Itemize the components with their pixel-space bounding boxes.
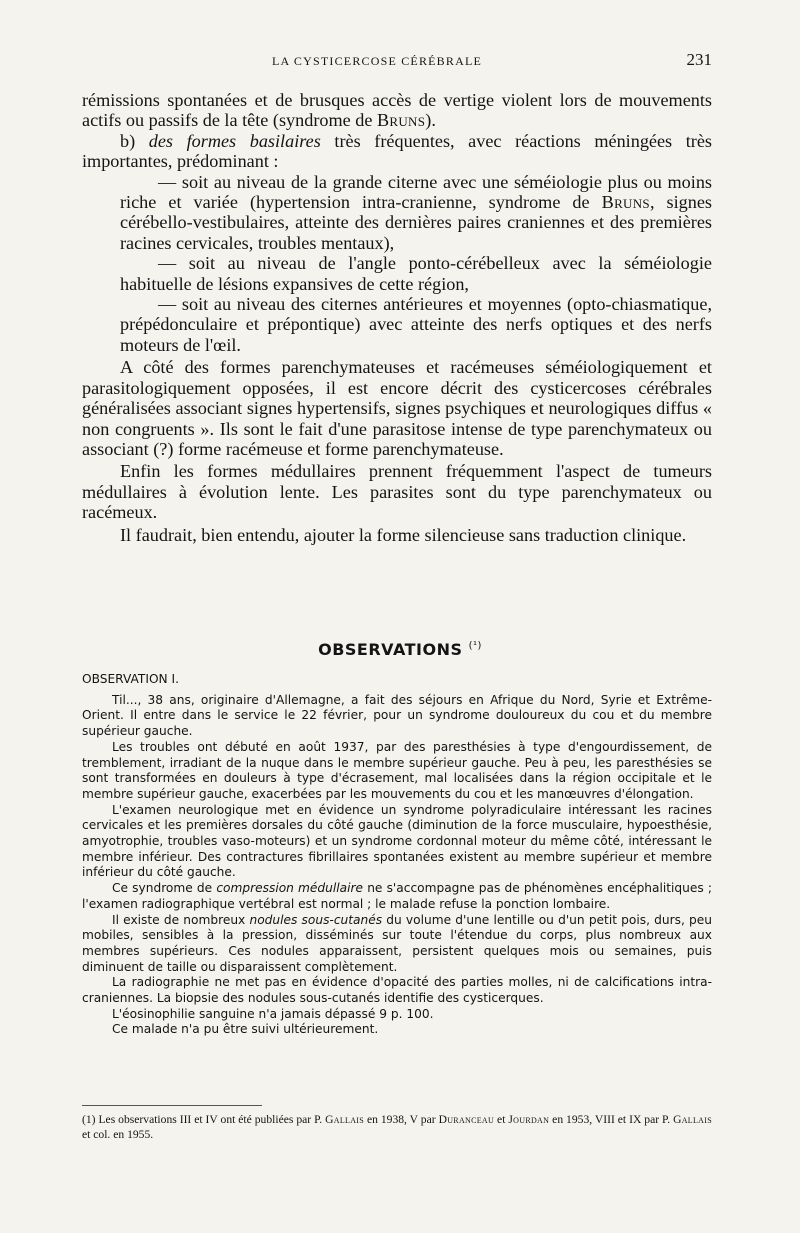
italic-term: nodules sous-cutanés <box>249 912 383 927</box>
italic-term: des formes basilaires <box>148 130 321 151</box>
list-item-angle-ponto-cerebelleux: — soit au niveau de l'angle ponto-cérébelleux avec la séméiologie habituelle de lésions expansives de cette région, <box>120 253 712 294</box>
list-item-citernes-anterieures: — soit au niveau des citernes antérieures et moyennes (opto-chiasmatique, prépédonculaire et prépontique) avec atteinte des nerfs optiques et des nerfs moteurs de l'œil. <box>120 294 712 355</box>
author-name: Bruns <box>601 192 650 213</box>
paragraph-remissions: rémissions spontanées et de brusques accès de vertige violent lors de mouvements actifs ou passifs de la tête (syndrome de Bruns). <box>82 90 712 131</box>
observation-paragraph: L'examen neurologique met en évidence un syndrome polyradiculaire intéressant les racines cervicales et les premières dorsales du côté gauche (diminution de la force musculaire, hypoesthésie, amyotrophie, troubles vaso-moteurs) et un syndrome cordonnal moteur du même côté, intéressant le membre inférieur. Des contractures fibrillaires spontanées existent au membre supérieur et membre inférieur du côté gauche. <box>82 802 712 880</box>
page-number: 231 <box>686 50 712 69</box>
italic-term: compression médullaire <box>216 881 364 896</box>
list-item-grande-citerne: — soit au niveau de la grande citerne avec une séméiologie plus ou moins riche et variée (hypertension intra-cranienne, syndrome de Bruns, signes cérébello-vestibulaires, atteinte des dernières paires craniennes et des premières racines cervicales, troubles mentaux), <box>120 171 712 253</box>
author-name: Bruns <box>376 110 426 131</box>
footnote: (1) Les observations III et IV ont été publiées par P. Gallais en 1938, V par Duranceau et Jourdan en 1953, VIII et IX par P. Gallais et col. en 1955. <box>82 1113 712 1141</box>
page-header <box>82 50 712 72</box>
main-text <box>82 90 712 545</box>
observation-paragraph: Il existe de nombreux nodules sous-cutanés du volume d'une lentille ou d'un petit pois, durs, peu mobiles, sensibles à la pression, disséminés sur toute l'étendue du corps, plus nombreux aux membres supérieurs. Ces nodules apparaissent, persistent quelques mois ou semaines, puis diminuent de taille ou disparaissent complètement. <box>82 912 713 974</box>
paragraph-medullary-forms: Enfin les formes médullaires prennent fréquemment l'aspect de tumeurs médullaires à évolution lente. Les parasites sont du type parenchymateux ou racémeux. <box>82 461 712 523</box>
observation-section <box>82 672 712 1038</box>
observation-paragraph: Til..., 38 ans, originaire d'Allemagne, a fait des séjours en Afrique du Nord, Syrie et Extrême-Orient. Il entre dans le service le 22 février, pour un syndrome douloureux du cou et du membre supérieur gauche. <box>82 692 712 739</box>
observation-heading: OBSERVATION I. <box>82 672 180 686</box>
footnote-ref: (¹) <box>468 640 482 652</box>
running-title: LA CYSTICERCOSE CÉRÉBRALE <box>272 54 483 68</box>
paragraph-basilar-forms: b) des formes basilaires très fréquentes, avec réactions méningées très importantes, prédominant : <box>82 130 713 172</box>
observation-paragraph: Les troubles ont débuté en août 1937, par des paresthésies à type d'engourdissement, de tremblement, irradiant de la nuque dans le membre supérieur gauche. Peu à peu, les paresthésies se sont transformées en douleurs à type d'écrasement, mal localisées dans la région occipitale et le membre supérieur gauche, exacerbées par les mouvements du cou et les manœuvres d'élongation. <box>82 739 712 801</box>
observation-paragraph: La radiographie ne met pas en évidence d'opacité des parties molles, ni de calcifications intra-craniennes. La biopsie des nodules sous-cutanés identifie des cysticerques. <box>82 975 712 1006</box>
paragraph-generalized-forms: A côté des formes parenchymateuses et racémeuses séméiologiquement et parasitologiquement opposées, il est encore décrit des cysticercoses cérébrales généralisées associant signes hypertensifs, signes psychiques et neurologiques diffus « non congruents ». Ils sont le fait d'une parasitose intense de type parenchymateux ou associant (?) forme racémeuse et forme parenchymateuse. <box>82 357 712 459</box>
observations-title: OBSERVATIONS $^{(^1)}$ <box>318 640 482 659</box>
observation-paragraph: Ce syndrome de compression médullaire ne s'accompagne pas de phénomènes encéphalitiques ; l'examen radiographique vertébral est normal ; le malade refuse la ponction lombaire. <box>82 881 713 911</box>
footnote-divider <box>82 1105 262 1106</box>
observation-paragraph: L'éosinophilie sanguine n'a jamais dépassé 9 p. 100. <box>112 1006 434 1021</box>
paragraph-silent-form: Il faudrait, bien entendu, ajouter la forme silencieuse sans traduction clinique. <box>120 524 687 545</box>
observation-paragraph: Ce malade n'a pu être suivi ultérieurement. <box>112 1022 379 1037</box>
